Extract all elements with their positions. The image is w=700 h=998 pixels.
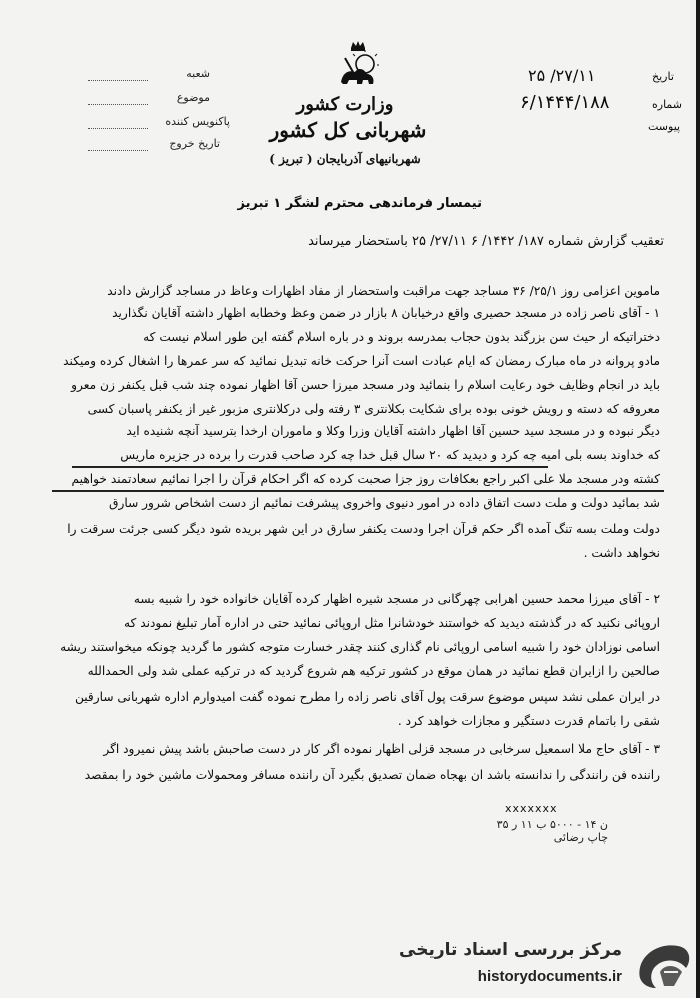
watermark-title: مرکز بررسی اسناد تاریخی: [399, 940, 622, 960]
body-line: معروفه که دسته و رویش خونی بوده برای شکایت بکلانتری ۳ رفته ولی درکلانتری مزبور غیر از یکنفر پاسبان کسی: [87, 402, 660, 416]
underline-2: [52, 490, 664, 492]
watermark: [400, 932, 700, 998]
reference-line: تعقیب گزارش شماره ۱۸۷/ ۱۴۴۲/ ۶ ۲۷/۱۱/ ۲۵ باستحضار میرساند: [308, 234, 664, 249]
date-label: تاریخ: [652, 70, 674, 83]
body-line: ۲ - آقای میرزا محمد حسین اهرابی چهرگانی در مسجد شیره اظهار کرده آقایان خانواده خود را شبیه بسه: [133, 592, 660, 606]
office-label: شعبه: [186, 67, 210, 80]
number-label: شماره: [652, 98, 683, 111]
body-line: مادو پروانه در ماه مبارک رمضان که ایام عبادت است آنرا حرکت خانه تبدیل نمائید که سر عمرها را اشغال کرده ومیکند: [63, 354, 660, 368]
body-line: باید در انجام وظایف خود رعایت اسلام را بنمائید ودر مسجد میرزا حسن آقا اظهار نموده چند شب قبل یکنفر زن معرو: [71, 378, 660, 392]
watermark-url: historydocuments.ir: [477, 968, 622, 985]
body-line: اروپائی نکنید که در گذشته دیدید که خواستند خودشانرا مثل اروپائی نمائید حتی در اداره آمار تبلیغ نمودند که: [124, 616, 660, 630]
body-line: ۱ - آقای ناصر زاده در مسجد حصیری واقع درخیابان ۸ بازار در ضمن وعظ وخطابه اظهار داشته آقایان نگذارید: [112, 306, 660, 320]
ministry-title: وزارت کشور: [296, 94, 394, 115]
print-note: ن ۱۴ - ۵۰۰۰ ب ۱۱ ر ۳۵ چاپ رضائی: [496, 818, 608, 844]
body-line: دختراتیکه ار حیث سن بزرگند بدون حجاب بمدرسه بروند و در باره اسلام گفته این طور اسلام نیست که: [143, 330, 660, 344]
addressee: تیمسار فرماندهی محترم لشگر ۱ تبریز: [237, 196, 482, 211]
branch-title: شهربانیهای آذربایجان ( تبریز ): [269, 152, 421, 166]
body-line: راننده فن رانندگی را ندانسته باشد ان بهجاه ضمان تصدیق بگیرد آن راننده مسافر ومحمولات ماشین خود را بمقصد: [84, 768, 660, 782]
scan-edge: [696, 0, 700, 998]
office-line: [88, 80, 148, 81]
body-line: که خداوند بسه بلی امیه چه کرد و دیدید که ۲۰ سال قبل خدا چه کرد صاحب قدرت را برده در جزیره ماریس: [120, 448, 660, 462]
number-value: ۶/۱۴۴۴/۱۸۸: [520, 92, 610, 113]
body-line: اسامی نوزادان خود را شبیه اسامی اروپائی نام گذاری کنند چقدر خسارت متوجه کشور ما گردید چونکه میخواستند ریشه: [60, 640, 660, 654]
body-line: ماموین اعزامی روز ۲۵/۱/ ۳۶ مساجد جهت مراقبت واستحضار از مفاد اظهارات وعاظ در مساجد گزارش دادند: [107, 284, 660, 298]
body-line: کشته ودر مسجد ملا علی اکبر راجع بعکافات روز جزا صحبت کرده که اگر احکام قرآن را اجرا نمائیم سعادتمند خواهیم: [71, 472, 660, 486]
exit-date-line: [88, 150, 148, 151]
subject-label: موضوع: [176, 91, 210, 104]
body-line: در ایران عملی نشد سپس موضوع سرقت پول آقای ناصر زاده را مطرح نموده گفت امیدوارم اداره شهربانی سارقین: [74, 690, 660, 704]
department-title: شهربانی کل کشور: [269, 118, 427, 142]
body-line: صالحین را ازایران قطع نمائید در همان موقع در کشور ترکیه هم شروع گردید که در ترکیه عملی شد ولی الحمدالله: [87, 664, 660, 678]
exit-date-label: تاریخ خروج: [169, 137, 220, 150]
body-line: ۳ - آقای حاج ملا اسمعیل سرخابی در مسجد قزلی اظهار نموده اگر کار در دست صاحبش باشد پیش نمیرود اگر: [103, 742, 660, 756]
typist-line: [88, 128, 148, 129]
attachment-label: پیوست: [648, 120, 681, 133]
date-value: ۲۷/۱۱/ ۲۵: [528, 66, 596, 85]
body-line: دولت وملت بسه تنگ آمده اگر حکم قرآن اجرا ودست یکنفر سارق در این شهر بریده شود دیگر کسی جرئت سرقت را: [67, 522, 660, 536]
history-documents-logo-icon: [634, 938, 694, 992]
lion-and-sun-emblem: [335, 40, 381, 92]
body-line: شقی را باتمام قدرت دستگیر و مجازات خواهد کرد .: [397, 714, 660, 728]
body-line: شد بمائید دولت و ملت دست اتفاق داده در امور دنیوی واخروی پیشرفت نمائیم از دست اشخاص شرور سارق: [109, 496, 660, 510]
body-line: دیگر نبوده و در مسجد سید حسین آقا اظهار داشته آقایان وزرا وکلا و ماموران ارخدا بترسید آنچه شنیده اید: [126, 424, 660, 438]
underline-1: [72, 466, 548, 468]
body-line: نخواهد داشت .: [583, 546, 660, 560]
closing-stars: xxxxxxx: [505, 802, 558, 815]
typist-label: پاکنویس کننده: [165, 115, 230, 128]
subject-line: [88, 104, 148, 105]
